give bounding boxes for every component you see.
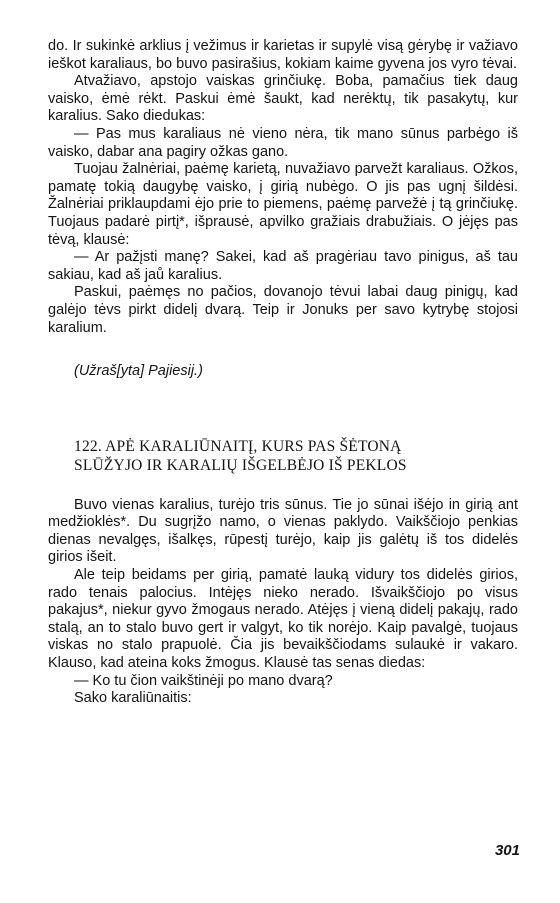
paragraph: Buvo vienas karalius, turėjo tris sūnus. Tie jo sūnai išėjo in girią ant medžioklės*. Du sugrįžo namo, o vienas paklydo. Vaikščiojo penkias dienas nevalgęs, išalkęs, rūpestį turėjo, kaip jis galėtų iš tos didelės girios išeit. — [48, 496, 518, 566]
spacer — [48, 475, 518, 497]
paragraph: Atvažiavo, apstojo vaiskas grinčiukę. Boba, pamačius tiek daug vaisko, ėmė rėkt. Paskui ėmė šaukt, kad nerėktų, tik pasakytų, kur karalius. Sako diedukas: — [48, 73, 518, 125]
paragraph: Paskui, paėmęs no pačios, dovanojo tėvui labai daug pinigų, kad galėjo tėvs pirkt didelį dvarą. Teip ir Jonuks per savo kytrybę stojosi karalium. — [48, 284, 518, 336]
story-body — [48, 497, 518, 708]
dialogue-line: — Ko tu čion vaikštinėji po mano dvarą? — [74, 672, 333, 689]
story-title — [74, 437, 518, 475]
page-number: 301 — [494, 842, 520, 859]
story-ending — [48, 38, 518, 381]
paragraph: do. Ir sukinkė arklius į vežimus ir karietas ir supylė visą gėrybę ir važiavo ieškot karaliaus, bo buvo pasirašius, kokiam kaime gyvena jos vyro tėvai. — [48, 38, 518, 72]
story-title-line: SLŪŽYJO IR KARALIŲ IŠGELBĖJO IŠ PEKLOS — [74, 456, 407, 474]
dialogue-line: — Ar pažįsti manę? Sakei, kad aš pragėriau tavo pinigus, aš tau sakiau, kad aš jaů karalius. — [48, 249, 518, 283]
dialogue-line: — Pas mus karaliaus nė vieno nėra, tik mano sūnus parbėgo iš vaisko, dabar ana pagiry ožkas gano. — [48, 125, 518, 160]
book-page — [48, 38, 518, 708]
paragraph: Sako karaliūnaitis: — [74, 690, 192, 707]
source-attribution: (Užraš[yta] Pajiesij.) — [74, 363, 203, 380]
story-title-line: 122. APĖ KARALIŪNAITĮ, KURS PAS ŠĖTONĄ — [74, 437, 402, 455]
paragraph: Tuojau žalnėriai, paėmę karietą, nuvažiavo parvežt karaliaus. Ožkos, pamatę tokią daugybę vaisko, į girią nubėgo. O jis pas ugnį šildėsi. Žalnėriai priklaupdami ėjo prie to piemens, paėmę parvežė į tą grinčiukę. Tuojaus padarė pirtį*, išprausė, apvilko gražiais drabužiais. O jėjęs pas tėvą, klausė: — [48, 161, 518, 248]
paragraph: Ale teip beidams per girią, pamatė lauką vidury tos didelės girios, rado tenais palocius. Intėjęs nieko nerado. Išvaikščiojo po visus pakajus*, niekur gyvo žmogaus nerado. Atėjęs į vieną didelį pakajų, rado stalą, an to stalo buvo gert ir valgyt, ko tik norėjo. Kaip pavalgė, tuojaus viskas no stalo prapuolė. Čia jis bevaikščiodams sulaukė ir vakaro. Klauso, kad ateina koks žmogus. Klausė tas senas diedas: — [48, 567, 518, 672]
